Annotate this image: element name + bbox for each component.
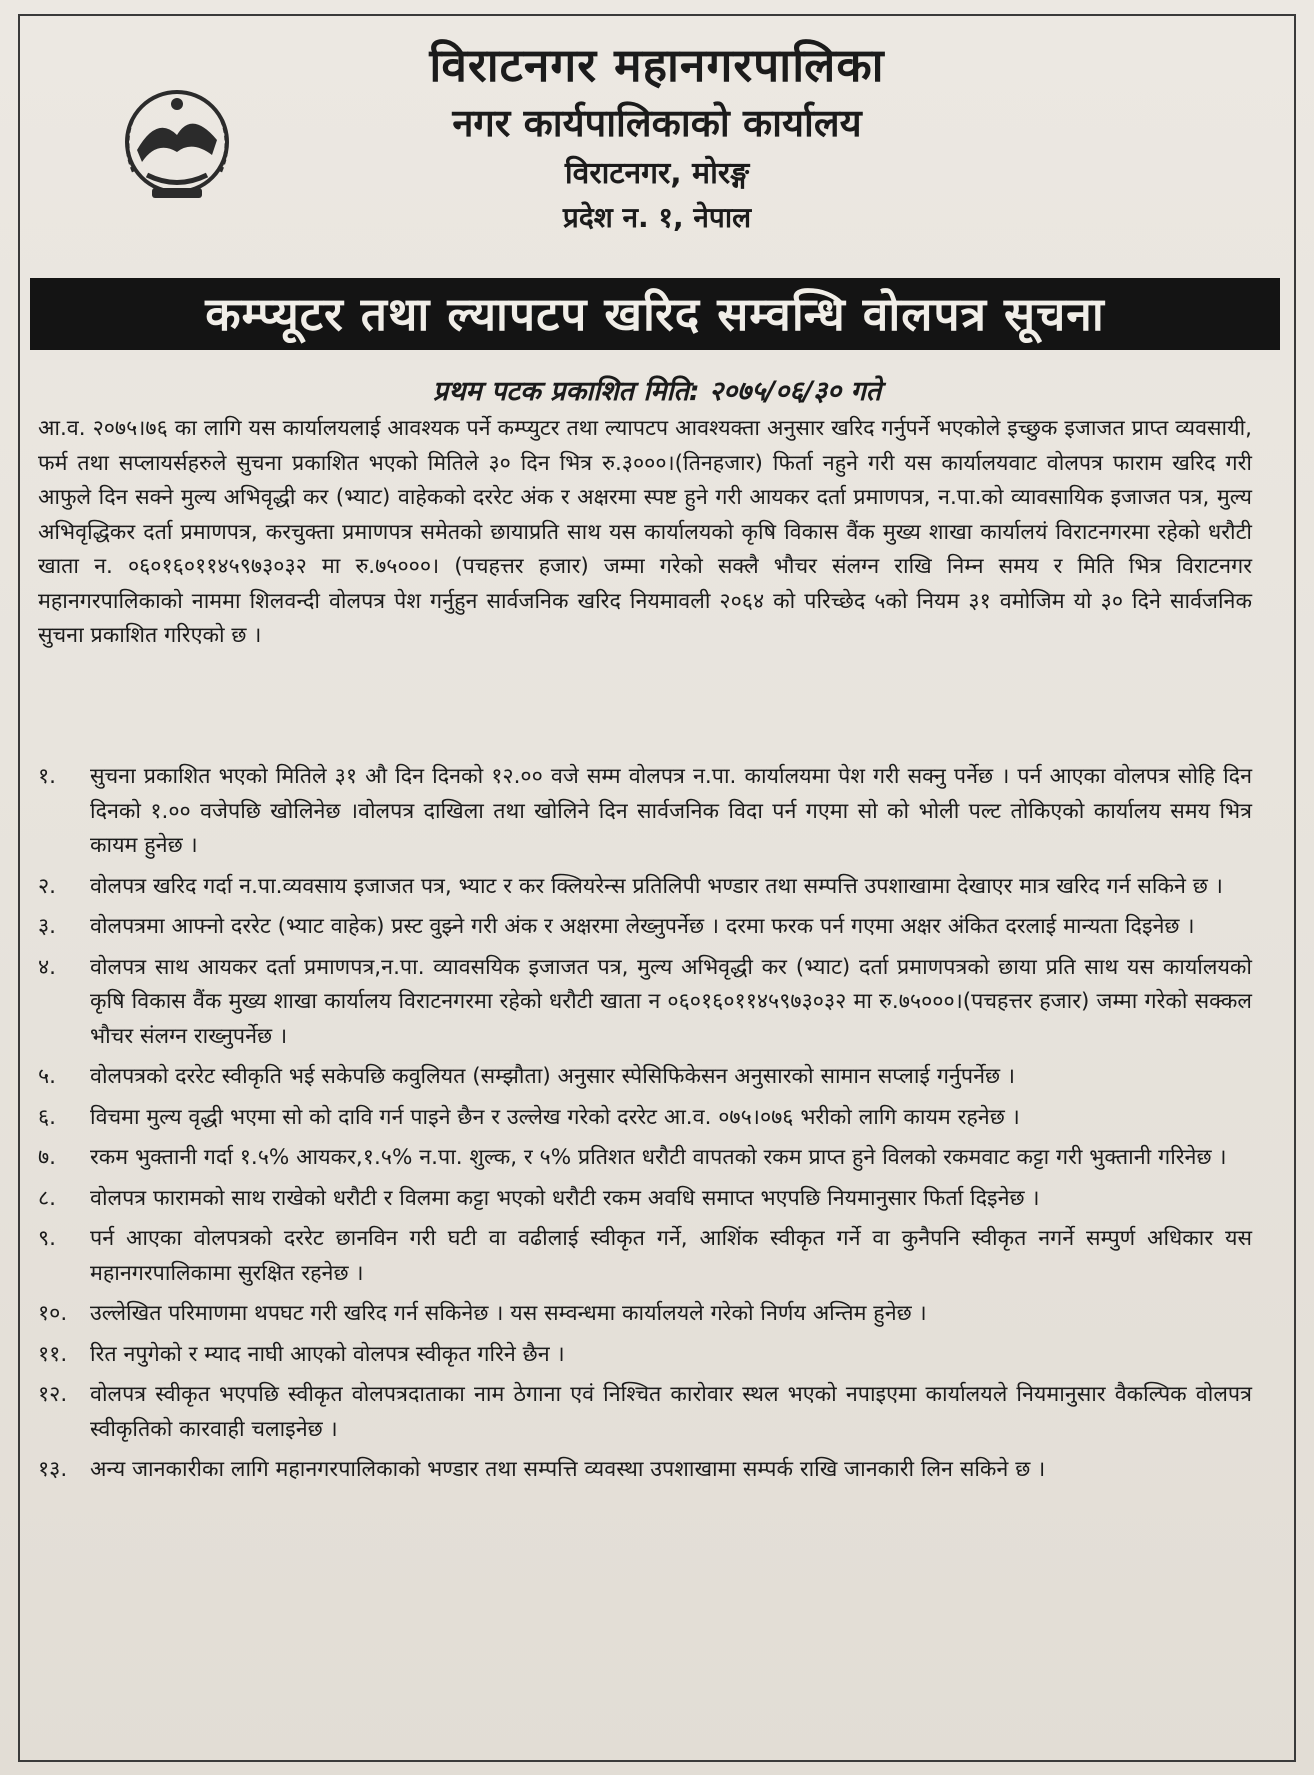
intro-paragraph: आ.व. २०७५।७६ का लागि यस कार्यालयलाई आवश्यक पर्ने कम्प्युटर तथा ल्यापटप आवश्यक्ता अनुसार खरिद गर्नुपर्ने भएकोले इच्छुक इजाजत प्राप्त व्यवसायी, फर्म तथा सप्लायर्सहरुले सुचना प्रकाशित भएको मितिले ३० दिन भित्र रु.३०००।(तिनहजार) फिर्ता नहुने गरी यस कार्यालयवाट वोलपत्र फाराम खरिद गरी आफुले दिन सक्ने मुल्य अभिवृद्धी कर (भ्याट) वाहेकको दररेट अंक र अक्षरमा स्पष्ट हुने गरी आयकर दर्ता प्रमाणपत्र, न.पा.को व्यावसायिक इजाजत पत्र, मुल्य अभिवृद्धिकर दर्ता प्रमाणपत्र, करचुक्ता प्रमाणपत्र समेतको छायाप्रति साथ यस कार्यालयको कृषि विकास वैंक मुख्य शाखा कार्यालयं विराटनगरमा रहेको धरौटी खाता न. ०६०१६०११४५९७३०३२ मा रु.७५०००। (पचहत्तर हजार) जम्मा गरेको सक्लै भौचर संलग्न राखि निम्न समय र मिति भित्र विराटनगर महानगरपालिकाको नाममा शिलवन्दी वोलपत्र पेश गर्नुहुन सार्वजनिक खरिद नियमावली २०६४ को परिच्छेद ५को नियम ३१ वमोजिम यो ३० दिने सार्वजनिक सुचना प्रकाशित गरिएको छ ।	[38, 416, 1252, 648]
item-number: ११.	[38, 1341, 68, 1367]
item-number: ३.	[38, 914, 57, 939]
item-number: ८.	[38, 1185, 57, 1211]
list-item	[38, 870, 1252, 905]
item-text: रित नपुगेको र म्याद नाघी आएको वोलपत्र स्वीकृत गरिने छैन ।	[90, 1341, 565, 1367]
item-number: १३.	[38, 1457, 68, 1482]
list-item	[38, 910, 1252, 945]
item-text: विचमा मुल्य वृद्धी भएमा सो को दावि गर्न पाइने छैन र उल्लेख गरेको दररेट आ.व. ०७५।०७६ भरीको लागि कायम रहनेछ ।	[90, 1104, 1020, 1130]
item-number: १.	[38, 764, 57, 789]
item-text: रकम भुक्तानी गर्दा १.५% आयकर,१.५% न.पा. शुल्क, र ५% प्रतिशत धरौटी वापतको रकम प्राप्त हुने विलको रकमवाट कट्टा गरी भुक्तानी गरिनेछ ।	[90, 1145, 1227, 1170]
publication-date: प्रथम पटक प्रकाशित मिति: २०७५/०६/३० गते	[432, 376, 882, 407]
item-text: वोलपत्र फारामको साथ राखेको धरौटी र विलमा कट्टा भएको धरौटी रकम अवधि समाप्त भएपछि नियमानुसार फिर्ता दिइनेछ ।	[90, 1185, 1040, 1211]
list-item	[38, 1378, 1252, 1447]
item-text: वोलपत्र साथ आयकर दर्ता प्रमाणपत्र,न.पा. व्यावसयिक इजाजत पत्र, मुल्य अभिवृद्धी कर (भ्याट) दर्ता प्रमाणपत्रको छाया प्रति साथ यस कार्यालयको कृषि विकास वैंक मुख्य शाखा कार्यालय विराटनगरमा रहेको धरौटी खाता न ०६०१६०११४५९७३०३२ मा रु.७५०००।(पचहत्तर हजार) जम्मा गरेको सक्कल भौचर संलग्न राख्नुपर्नेछ ।	[90, 954, 1252, 1049]
list-item	[38, 1222, 1252, 1291]
item-text: वोलपत्रमा आफ्नो दररेट (भ्याट वाहेक) प्रस्ट वुझ्ने गरी अंक र अक्षरमा लेख्नुपर्नेछ । दरमा फरक पर्न गएमा अक्षर अंकित दरलाई मान्यता दिइनेछ ।	[90, 914, 1195, 939]
item-number: ७.	[38, 1145, 57, 1170]
item-number: ५.	[38, 1064, 57, 1089]
item-number: १०.	[38, 1301, 68, 1326]
header	[0, 20, 1314, 240]
list-item	[38, 1297, 1252, 1332]
province-line: प्रदेश न. १, नेपाल	[562, 201, 752, 234]
notice-title-banner: कम्प्यूटर तथा ल्यापटप खरिद सम्वन्धि वोलपत्र सूचना	[30, 278, 1280, 350]
item-number: ४.	[38, 954, 57, 980]
list-item	[38, 1338, 1252, 1373]
item-number: ६.	[38, 1104, 57, 1130]
item-number: ९.	[38, 1226, 57, 1251]
item-text: वोलपत्रको दररेट स्वीकृति भई सकेपछि कवुलियत (सम्झौता) अनुसार स्पेसिफिकेसन अनुसारको सामान सप्लाई गर्नुपर्नेछ ।	[90, 1064, 1016, 1089]
item-number: २.	[38, 873, 57, 899]
list-item	[38, 1141, 1252, 1176]
item-text: पर्न आएका वोलपत्रको दररेट छानविन गरी घटी वा वढीलाई स्वीकृत गर्ने, आशिंक स्वीकृत गर्ने वा कुनैपनि स्वीकृत नगर्ने सम्पुर्ण अधिकार यस महानगरपालिकामा सुरक्षित रहनेछ ।	[90, 1226, 1252, 1286]
list-item	[38, 951, 1252, 1055]
item-text: वोलपत्र खरिद गर्दा न.पा.व्यवसाय इजाजत पत्र, भ्याट र कर क्लियरेन्स प्रतिलिपी भण्डार तथा सम्पत्ति उपशाखामा देखाएर मात्र खरिद गर्न सकिने छ ।	[90, 873, 1223, 899]
office-title: नगर कार्यपालिकाको कार्यालय	[452, 101, 862, 145]
item-number: १२.	[38, 1382, 68, 1407]
list-item	[38, 1101, 1252, 1136]
list-item	[38, 1182, 1252, 1217]
item-text: अन्य जानकारीका लागि महानगरपालिकाको भण्डार तथा सम्पत्ति व्यवस्था उपशाखामा सम्पर्क राखि जानकारी लिन सकिने छ ।	[90, 1457, 1046, 1482]
list-item	[38, 760, 1252, 864]
item-text: वोलपत्र स्वीकृत भएपछि स्वीकृत वोलपत्रदाताका नाम ठेगाना एवं निश्चित कारोवार स्थल भएको नपाइएमा कार्यालयले नियमानुसार वैकल्पिक वोलपत्र स्वीकृतिको कारवाही चलाइनेछ ।	[90, 1382, 1252, 1442]
municipality-title: विराटनगर महानगरपालिका	[429, 38, 885, 92]
conditions-list	[38, 760, 1252, 1494]
office-location: विराटनगर, मोरङ्ग	[564, 156, 750, 191]
list-item	[38, 1060, 1252, 1095]
item-text: सुचना प्रकाशित भएको मितिले ३१ औ दिन दिनको १२.०० वजे सम्म वोलपत्र न.पा. कार्यालयमा पेश गरी सक्नु पर्नेछ । पर्न आएका वोलपत्र सोहि दिन दिनको १.०० वजेपछि खोलिनेछ ।वोलपत्र दाखिला तथा खोलिने दिन सार्वजनिक विदा पर्न गएमा सो को भोली पल्ट तोकिएको कार्यालय समय भित्र कायम हुनेछ ।	[90, 764, 1252, 858]
list-item	[38, 1453, 1252, 1488]
item-text: उल्लेखित परिमाणमा थपघट गरी खरिद गर्न सकिनेछ । यस सम्वन्धमा कार्यालयले गरेको निर्णय अन्तिम हुनेछ ।	[90, 1301, 927, 1326]
